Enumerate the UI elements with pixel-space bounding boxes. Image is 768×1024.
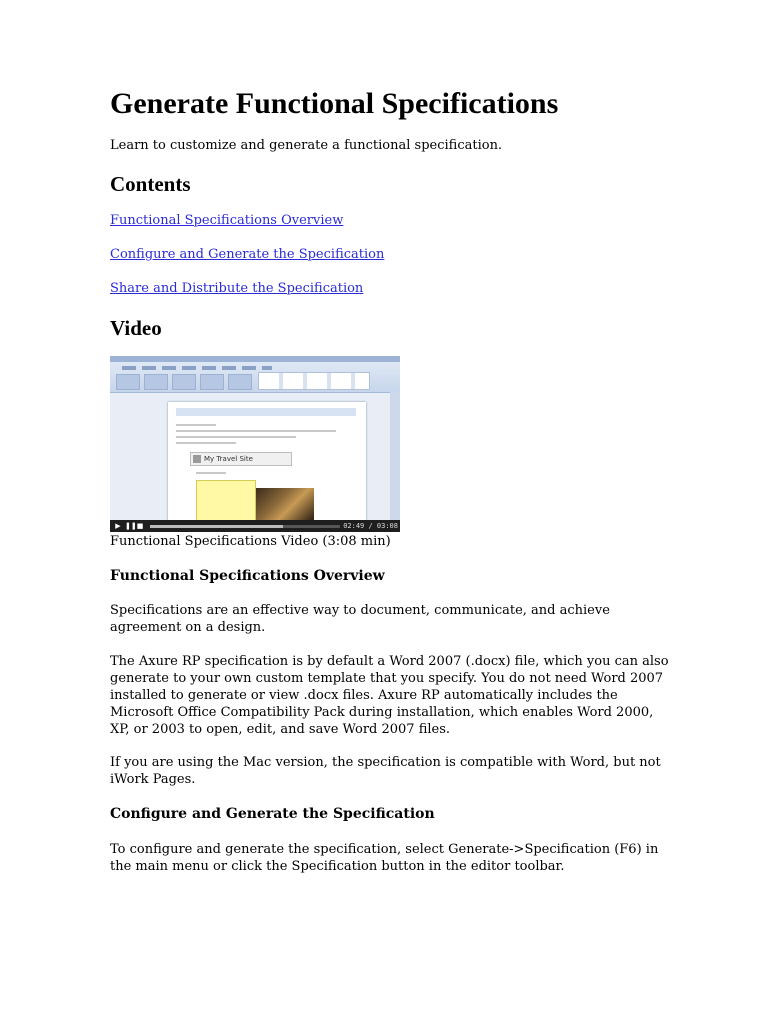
thumbnail-site-name: My Travel Site bbox=[204, 455, 253, 463]
overview-paragraph-1: Specifications are an effective way to document, communicate, and achieve agreement on a design. bbox=[110, 603, 610, 635]
video-caption: Functional Specifications Video (3:08 min) bbox=[110, 534, 391, 549]
page-title: Generate Functional Specifications bbox=[110, 87, 559, 120]
document-preview-graphic bbox=[168, 402, 366, 524]
pause-icon[interactable]: ❚❚ bbox=[125, 522, 137, 530]
play-icon[interactable]: ▶ bbox=[115, 522, 121, 530]
seek-bar[interactable] bbox=[150, 525, 340, 528]
word-ribbon-graphic bbox=[110, 362, 400, 393]
stop-icon[interactable]: ■ bbox=[136, 522, 144, 530]
overview-paragraph-2: The Axure RP specification is by default a Word 2007 (.docx) file, which you can also generate to your own custom template that you specify. You do not need Word 2007 installed to generate or view .docx files. Axure RP automatically includes the Microsoft Office Compatibility Pack during installation, which enables Word 2000, XP, or 2003 to open, edit, and save Word 2007 files. bbox=[110, 654, 669, 737]
video-heading: Video bbox=[110, 316, 162, 340]
overview-paragraph-3: If you are using the Mac version, the specification is compatible with Word, but not iWork Pages. bbox=[110, 755, 661, 787]
player-time: 02:49 / 03:08 bbox=[343, 522, 398, 530]
link-share-and-distribute[interactable]: Share and Distribute the Specification bbox=[110, 281, 364, 296]
overview-heading: Functional Specifications Overview bbox=[110, 568, 385, 584]
contents-heading: Contents bbox=[110, 172, 191, 196]
configure-paragraph-1: To configure and generate the specification, select Generate->Specification (F6) in the main menu or click the Specification button in the editor toolbar. bbox=[110, 842, 659, 874]
video-thumbnail[interactable] bbox=[110, 356, 400, 532]
seek-bar-progress bbox=[150, 525, 283, 528]
video-controls[interactable] bbox=[110, 520, 400, 532]
link-configure-and-generate[interactable]: Configure and Generate the Specification bbox=[110, 247, 385, 262]
link-functional-specifications-overview[interactable]: Functional Specifications Overview bbox=[110, 213, 344, 228]
configure-heading: Configure and Generate the Specification bbox=[110, 806, 435, 822]
intro-text: Learn to customize and generate a functional specification. bbox=[110, 138, 503, 153]
photo-graphic bbox=[256, 488, 314, 520]
